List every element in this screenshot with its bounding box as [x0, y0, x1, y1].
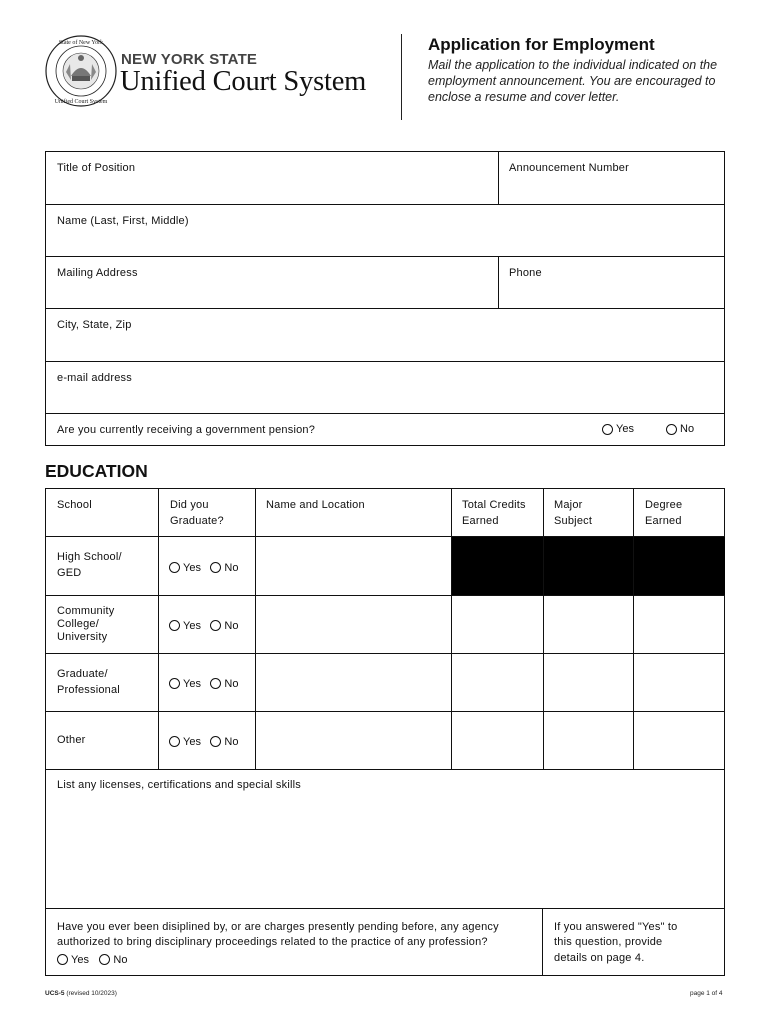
divider: [542, 908, 543, 976]
page-number: page 1 of 4: [690, 990, 723, 997]
city-state-zip-label: City, State, Zip: [57, 319, 132, 331]
form-code: UCS-5: [45, 990, 65, 997]
discipline-note: details on page 4.: [554, 952, 645, 964]
radio-circle-icon: [210, 736, 221, 747]
col-graduate: Graduate?: [170, 515, 224, 527]
svg-text:State of New York: State of New York: [58, 40, 104, 46]
col-degree: Degree: [645, 499, 683, 511]
radio-label: Yes: [183, 619, 201, 632]
radio-label: No: [224, 561, 239, 574]
row-community: College/: [57, 618, 99, 630]
radio-label: Yes: [183, 677, 201, 690]
discipline-yes-radio[interactable]: [57, 954, 89, 966]
row-community: University: [57, 631, 108, 643]
col-school: School: [57, 499, 92, 511]
radio-label: No: [224, 619, 239, 632]
yes-radio[interactable]: [169, 620, 201, 632]
pension-question: Are you currently receiving a government pension?: [57, 424, 316, 436]
yes-radio[interactable]: [169, 562, 201, 574]
radio-label: No: [680, 423, 695, 435]
row-high-school: GED: [57, 567, 82, 579]
yes-radio[interactable]: [169, 736, 201, 748]
row-other: Other: [57, 734, 86, 746]
radio-circle-icon: [99, 954, 110, 965]
education-heading: EDUCATION: [45, 461, 148, 481]
no-radio[interactable]: [210, 736, 238, 748]
radio-circle-icon: [57, 954, 68, 965]
graduate-graduate-radios: [169, 676, 238, 694]
discipline-no-radio[interactable]: [99, 954, 127, 966]
divider: [45, 653, 725, 654]
radio-circle-icon: [666, 424, 677, 435]
page-title: Application for Employment: [428, 35, 655, 54]
instructions-text: Mail the application to the individual indicated on the employment announcement. You are encouraged to enclose a resume and cover letter.: [428, 58, 718, 104]
title-of-position-label: Title of Position: [57, 162, 136, 174]
col-degree: Earned: [645, 515, 682, 527]
discipline-note: this question, provide: [554, 936, 663, 948]
revision-date: (revised 10/2023): [66, 990, 117, 997]
row-community: Community: [57, 605, 115, 617]
announcement-number-label: Announcement Number: [509, 162, 629, 174]
pension-yes-radio[interactable]: [602, 423, 634, 435]
city-state-zip-field[interactable]: [46, 309, 724, 361]
row-graduate: Graduate/: [57, 668, 108, 680]
col-graduate: Did you: [170, 499, 209, 511]
radio-circle-icon: [169, 678, 180, 689]
org-name-label: Unified Court System: [120, 66, 367, 97]
pension-row: [46, 414, 724, 445]
form-id: [45, 990, 117, 997]
col-credits: Earned: [462, 515, 499, 527]
pension-no-radio[interactable]: [666, 423, 694, 435]
blocked-cell: [451, 536, 725, 595]
high-school-graduate-radios: [169, 560, 238, 578]
col-major: Subject: [554, 515, 593, 527]
row-graduate: Professional: [57, 684, 120, 696]
radio-label: Yes: [183, 561, 201, 574]
discipline-radios: [57, 952, 127, 970]
announcement-number-field[interactable]: [499, 152, 724, 204]
radio-label: No: [224, 677, 239, 690]
radio-circle-icon: [210, 678, 221, 689]
other-graduate-radios: [169, 734, 238, 752]
col-major: Major: [554, 499, 583, 511]
licenses-label: List any licenses, certifications and special skills: [57, 779, 301, 791]
email-label: e-mail address: [57, 372, 132, 384]
licenses-field[interactable]: [46, 770, 724, 908]
radio-circle-icon: [169, 562, 180, 573]
org-state-label: NEW YORK STATE: [121, 51, 258, 68]
title-of-position-field[interactable]: [46, 152, 498, 204]
divider: [255, 488, 256, 769]
mailing-address-label: Mailing Address: [57, 267, 138, 279]
divider: [451, 488, 452, 769]
email-field[interactable]: [46, 362, 724, 413]
radio-label: No: [224, 735, 239, 748]
radio-circle-icon: [169, 620, 180, 631]
radio-circle-icon: [602, 424, 613, 435]
discipline-question: authorized to bring disciplinary proceedings related to the practice of any profession?: [57, 936, 488, 948]
radio-label: Yes: [183, 735, 201, 748]
divider: [633, 488, 634, 769]
radio-label: Yes: [71, 953, 89, 966]
radio-circle-icon: [210, 620, 221, 631]
divider: [45, 711, 725, 712]
no-radio[interactable]: [210, 678, 238, 690]
name-label: Name (Last, First, Middle): [57, 215, 189, 227]
row-high-school: High School/: [57, 551, 122, 563]
radio-circle-icon: [210, 562, 221, 573]
name-field[interactable]: [46, 205, 724, 256]
col-name-location: Name and Location: [266, 499, 365, 511]
discipline-note: If you answered "Yes" to: [554, 921, 678, 933]
divider: [45, 536, 725, 537]
no-radio[interactable]: [210, 620, 238, 632]
community-graduate-radios: [169, 618, 238, 636]
phone-label: Phone: [509, 267, 542, 279]
discipline-question: Have you ever been disiplined by, or are charges presently pending before, any agency: [57, 921, 499, 933]
radio-circle-icon: [169, 736, 180, 747]
divider: [45, 595, 725, 596]
divider: [543, 488, 544, 769]
phone-field[interactable]: [499, 257, 724, 308]
svg-text:Unified Court System: Unified Court System: [54, 99, 108, 105]
court-seal-logo: [44, 34, 118, 108]
mailing-address-field[interactable]: [46, 257, 498, 308]
no-radio[interactable]: [210, 562, 238, 574]
radio-label: Yes: [616, 423, 634, 435]
yes-radio[interactable]: [169, 678, 201, 690]
header-divider: [401, 34, 402, 120]
divider: [45, 908, 725, 909]
divider: [158, 488, 159, 769]
col-credits: Total Credits: [462, 499, 526, 511]
radio-label: No: [113, 953, 128, 966]
